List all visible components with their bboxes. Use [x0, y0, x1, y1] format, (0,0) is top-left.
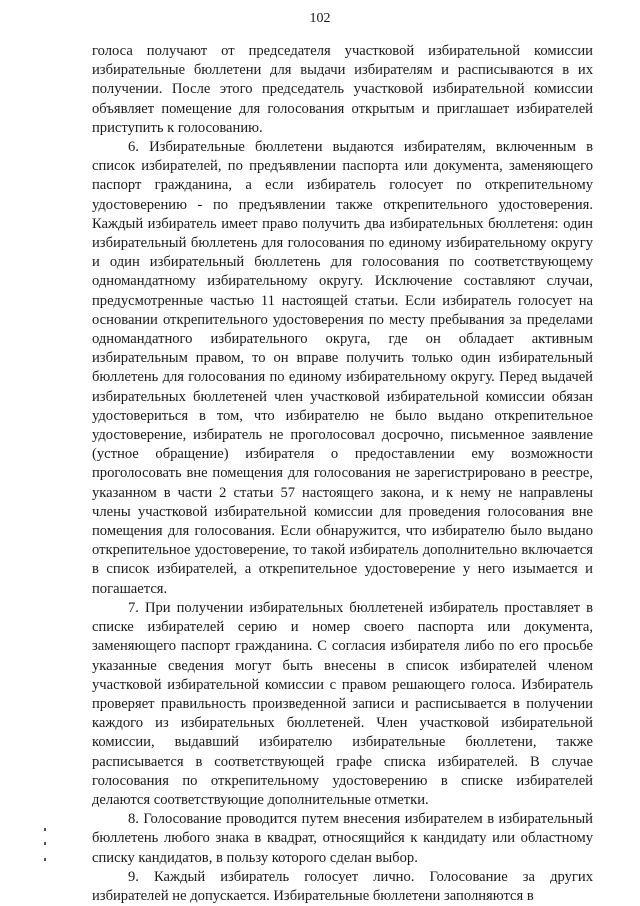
- paragraph-continuation: голоса получают от председателя участковой избирательной комиссии избирательные бюллетени для выдачи избирателям и расписываются в их получении. После этого председатель участковой избирательной комиссии объявляет помещение для голосования открытым и приглашает избирателей приступить к голосованию.: [92, 43, 593, 136]
- paragraph-6: 6. Избирательные бюллетени выдаются избирателям, включенным в список избирателей, по предъявлении паспорта или документа, заменяющего паспорт гражданина, а если избиратель голосует по открепительному удостоверению - по предъявлении также открепительного удостоверения. Каждый избиратель имеет право получить два избирательных бюллетеня: один избирательный бюллетень для голосования по единому избирательному округу и один избирательный бюллетень для голосования по соответствующему одномандатному избирательному округу. Исключение составляют случаи, предусмотренные частью 11 настоящей статьи. Если избиратель голосует на основании открепительного удостоверения по месту пребывания за пределами одномандатного избирательного округа, где он обладает активным избирательным правом, то он вправе получить только один избирательный бюллетень для голосования по единому избирательному округу. Перед выдачей избирательных бюллетеней член участковой избирательной комиссии обязан удостовериться в том, что избирателю не было выдано открепительное удостоверение, избиратель не проголосовал досрочно, письменное заявление (устное обращение) избирателя о предоставлении ему возможности проголосовать вне помещения для голосования не зарегистрировано в реестре, указанном в части 2 статьи 57 настоящего закона, и к нему не направлены члены участковой избирательной комиссии для проведения голосования вне помещения для голосования. Если обнаружится, что избирателю было выдано открепительное удостоверение, то такой избиратель дополнительно включается в список избирателей, а открепительное удостоверение у него изымается и погашается.: [92, 139, 593, 597]
- page-number: 102: [309, 11, 331, 26]
- paragraph-9: 9. Каждый избиратель голосует лично. Голосование за других избирателей не допускается. Избирательные бюллетени заполняются в: [92, 868, 593, 904]
- paragraph-8: 8. Голосование проводится путем внесения избирателем в избирательный бюллетень любого знака в квадрат, относящийся к кандидату или областному списку кандидатов, в пользу которого сделан выбор.: [92, 811, 593, 866]
- document-body: [92, 42, 593, 906]
- scan-margin-mark: [44, 858, 46, 861]
- paragraph-7: 7. При получении избирательных бюллетеней избиратель проставляет в списке избирателей серию и номер своего паспорта или документа, заменяющего паспорт гражданина. С согласия избирателя либо по его просьбе указанные сведения могут быть внесены в список избирателей членом участковой избирательной комиссии с правом решающего голоса. Избиратель проверяет правильность произведенной записи и расписывается в получении каждого из избирательных бюллетеней. Член участковой избирательной комиссии, выдавший избирателю избирательные бюллетени, также расписывается в соответствующей графе списка избирателей. В случае голосования по открепительному удостоверению в списке избирателей делаются соответствующие дополнительные отметки.: [92, 599, 593, 808]
- scan-margin-mark: [44, 828, 46, 831]
- scan-margin-mark: [44, 842, 46, 845]
